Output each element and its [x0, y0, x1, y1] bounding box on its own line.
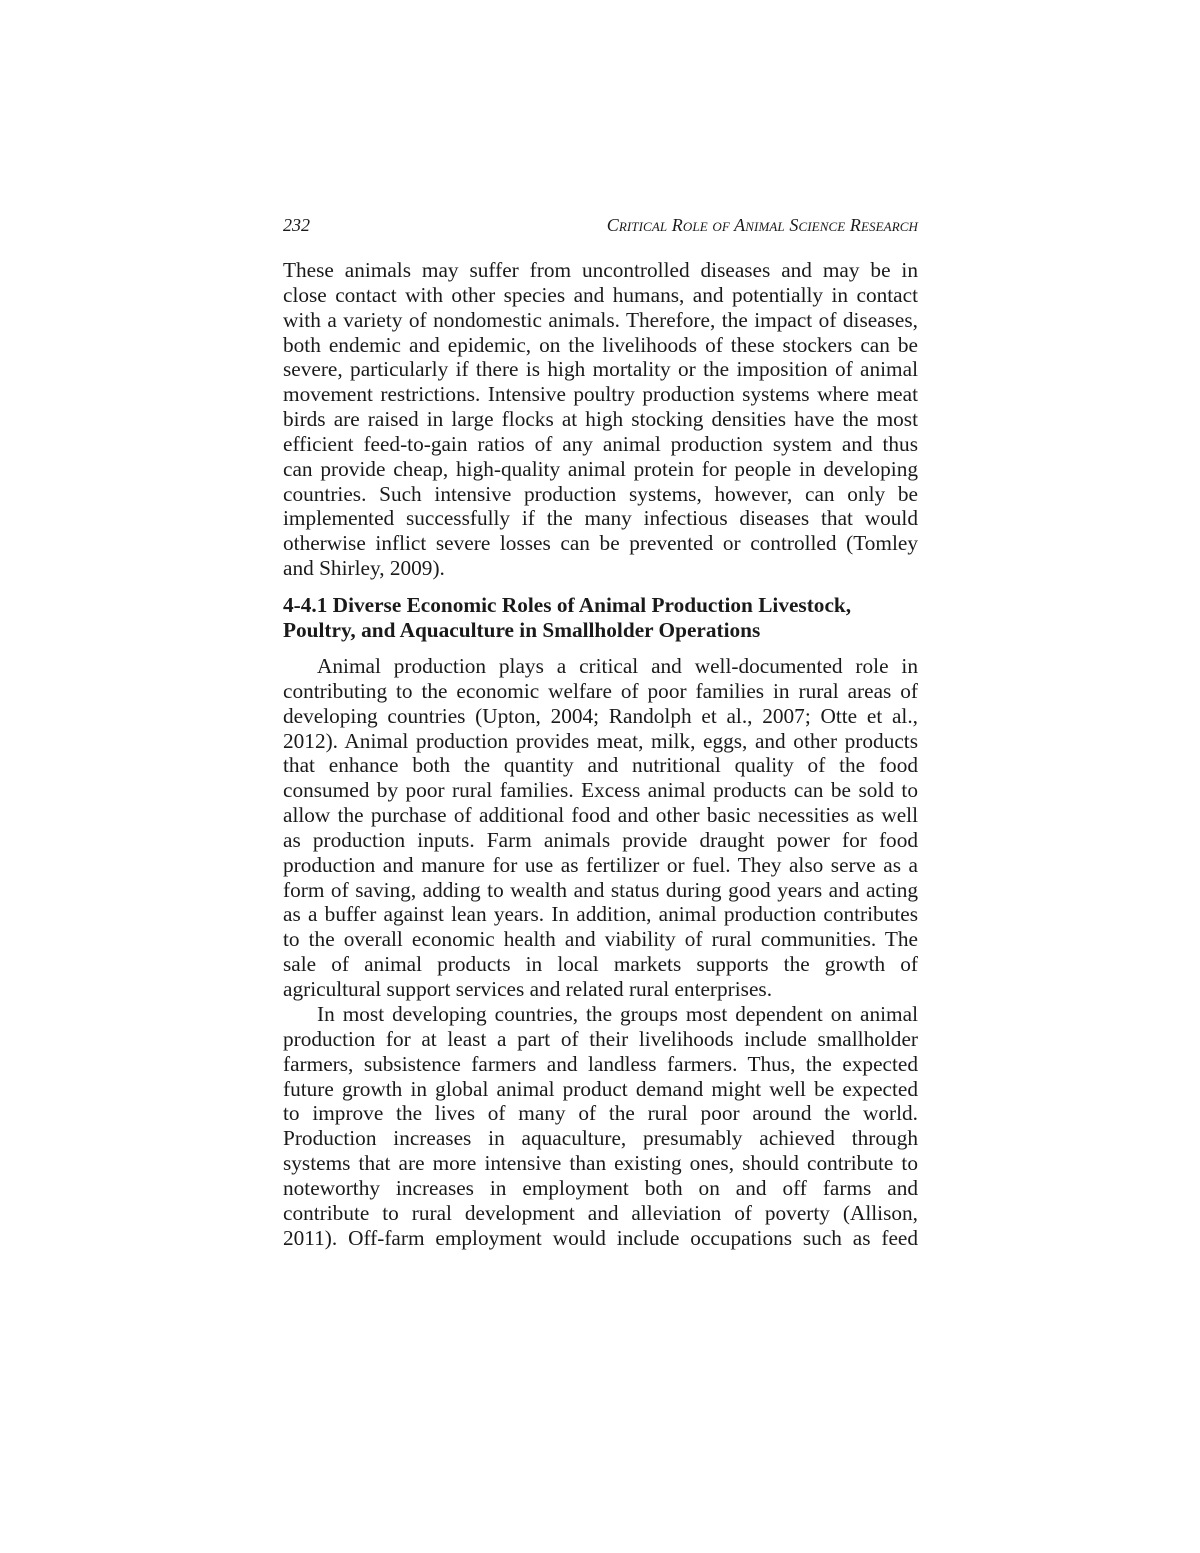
paragraph-3: [283, 1002, 918, 1250]
text-line: to improve the lives of many of the rural poor around the world.: [283, 1101, 918, 1126]
section-heading: [283, 593, 918, 643]
text-line: sale of animal products in local markets supports the growth of: [283, 952, 918, 977]
text-line: as production inputs. Farm animals provide draught power for food: [283, 827, 918, 852]
text-line: systems that are more intensive than existing ones, should contribute to: [283, 1151, 918, 1176]
text-line: contribute to rural development and alleviation of poverty (Allison,: [283, 1200, 918, 1225]
text-line: with a variety of nondomestic animals. Therefore, the impact of diseases,: [283, 307, 918, 332]
text-line: future growth in global animal product demand might well be expected: [283, 1076, 918, 1101]
text-line: movement restrictions. Intensive poultry production systems where meat: [283, 382, 918, 407]
text-line: as a buffer against lean years. In addition, animal production contributes: [283, 902, 918, 927]
text-line: birds are raised in large flocks at high stocking densities have the most: [283, 407, 918, 432]
running-title: Critical Role of Animal Science Research: [606, 215, 918, 235]
text-line: production for at least a part of their livelihoods include smallholder: [283, 1026, 918, 1051]
paragraph-2: [283, 654, 918, 1002]
text-line: 2012). Animal production provides meat, milk, eggs, and other products: [283, 728, 918, 753]
text-line: allow the purchase of additional food and other basic necessities as well: [283, 803, 918, 828]
text-line: farmers, subsistence farmers and landless farmers. Thus, the expected: [283, 1051, 918, 1076]
text-line: otherwise inflict severe losses can be prevented or controlled (Tomley: [283, 531, 918, 556]
text-line: to the overall economic health and viability of rural communities. The: [283, 927, 918, 952]
text-line: agricultural support services and related rural enterprises.: [283, 976, 773, 1001]
text-line: can provide cheap, high-quality animal protein for people in developing: [283, 456, 918, 481]
page-number: 232: [283, 215, 310, 235]
text-line: and Shirley, 2009).: [283, 556, 445, 581]
section-heading-line: Poultry, and Aquaculture in Smallholder Operations: [283, 618, 761, 642]
text-line: both endemic and epidemic, on the livelihoods of these stockers can be: [283, 332, 918, 357]
text-line: severe, particularly if there is high mortality or the imposition of animal: [283, 357, 918, 382]
text-line: implemented successfully if the many infectious diseases that would: [283, 506, 918, 531]
text-line: efficient feed-to-gain ratios of any animal production system and thus: [283, 431, 918, 456]
running-header: [283, 213, 918, 237]
text-line: contributing to the economic welfare of poor families in rural areas of: [283, 678, 918, 703]
text-line: developing countries (Upton, 2004; Randolph et al., 2007; Otte et al.,: [283, 703, 918, 728]
text-line: noteworthy increases in employment both on and off farms and: [283, 1175, 918, 1200]
text-line: production and manure for use as fertilizer or fuel. They also serve as a: [283, 852, 918, 877]
text-line: 2011). Off-farm employment would include occupations such as feed: [283, 1225, 918, 1250]
text-line: These animals may suffer from uncontrolled diseases and may be in: [283, 258, 918, 282]
text-line: countries. Such intensive production systems, however, can only be: [283, 481, 918, 506]
paragraph-1: [283, 258, 918, 581]
text-line: form of saving, adding to wealth and status during good years and acting: [283, 877, 918, 902]
section-heading-line: 4-4.1 Diverse Economic Roles of Animal Production Livestock,: [283, 593, 852, 617]
text-line: Animal production plays a critical and well-documented role in: [317, 654, 918, 678]
text-line: close contact with other species and humans, and potentially in contact: [283, 282, 918, 307]
text-line: consumed by poor rural families. Excess animal products can be sold to: [283, 778, 918, 803]
document-page: [283, 0, 918, 1553]
text-line: In most developing countries, the groups most dependent on animal: [317, 1002, 918, 1026]
text-line: that enhance both the quantity and nutritional quality of the food: [283, 753, 918, 778]
text-line: Production increases in aquaculture, presumably achieved through: [283, 1126, 918, 1151]
